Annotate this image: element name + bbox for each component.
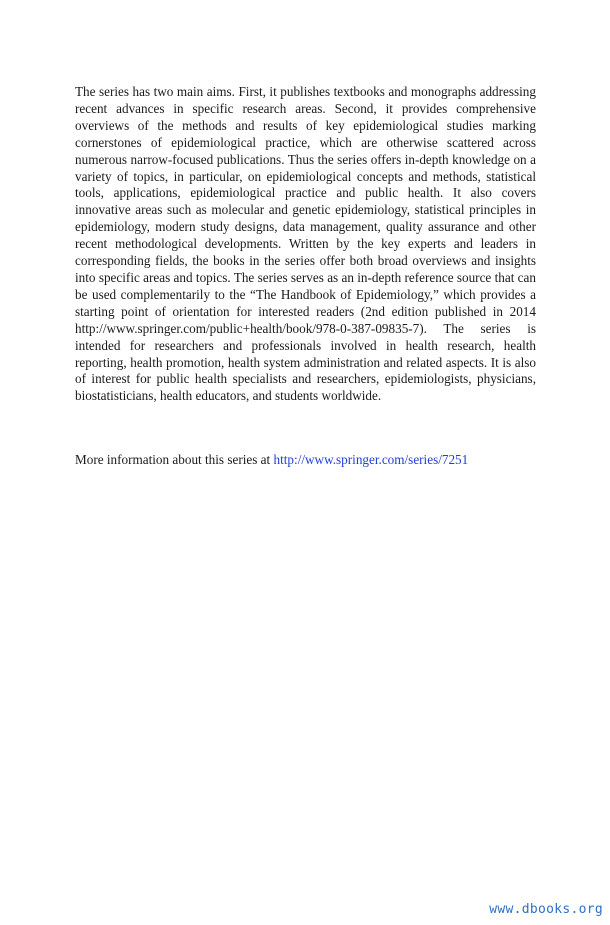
series-description bbox=[75, 84, 536, 405]
series-description-paragraph: The series has two main aims. First, it publishes textbooks and monographs addressing recent advances in specific research areas. Second, it provides comprehensive overviews of the methods and results of key epidemiological studies marking cornerstones of epidemiological practice, which are otherwise scattered across numerous narrow-focused publications. Thus the series offers in-depth knowledge on a variety of topics, in particular, on epidemiological concepts and methods, statistical tools, applications, epidemiological practice and public health. It also covers innovative areas such as molecular and genetic epidemiology, statistical principles in epidemiology, modern study designs, data management, quality assurance and other recent methodological developments. Written by the key experts and leaders in corresponding fields, the books in the series offer both broad overviews and insights into specific areas and topics. The series serves as an in-depth reference source that can be used complementarily to the “The Handbook of Epidemiology,” which provides a starting point of orientation for interested readers (2nd edition published in 2014 http://www.springer.com/public+health/book/978-0-387-09835-7). The series is intended for researchers and professionals involved in health research, health reporting, health promotion, health system administration and related aspects. It is also of interest for public health specialists and researchers, epidemiologists, physicians, biostatisticians, health educators, and students worldwide. bbox=[75, 84, 536, 404]
watermark-text: www.dbooks.org bbox=[489, 902, 603, 917]
more-information-line bbox=[75, 451, 545, 468]
more-information-label: More information about this series at bbox=[75, 452, 274, 467]
series-link[interactable]: http://www.springer.com/series/7251 bbox=[273, 452, 469, 467]
